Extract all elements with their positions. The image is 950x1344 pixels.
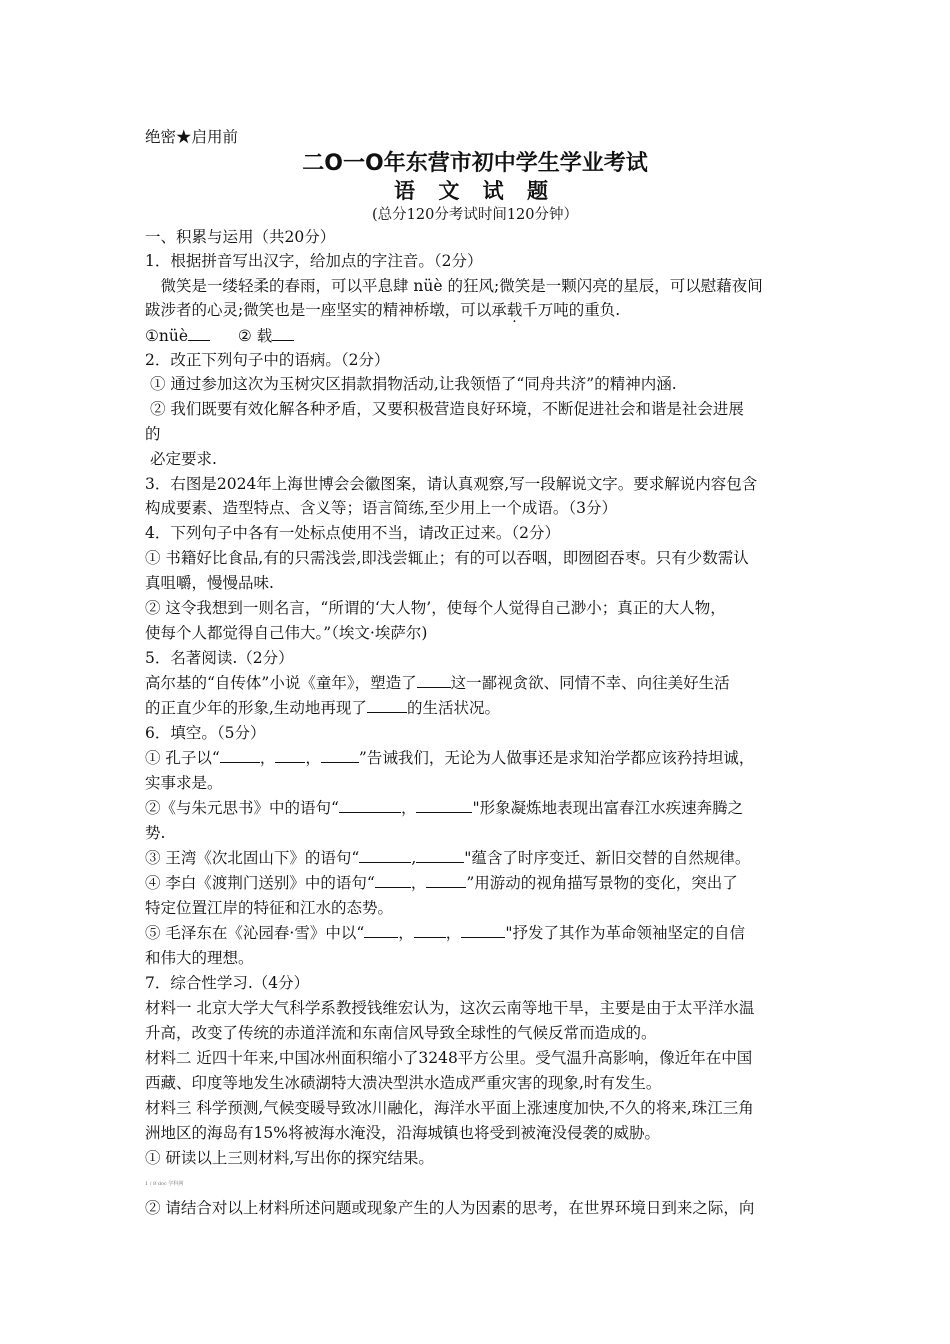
question-5-line: 的正直少年的形象,生动地再现了 的生活状况。 [145,699,500,717]
question-6-item: ③ 王湾《次北固山下》的语句“ , "蕴含了时序变迁、新旧交替的自然规律。 [145,849,751,867]
question-7-stem: 7．综合性学习.（4分） [145,974,310,992]
question-6-stem: 6．填空。（5分） [145,724,266,742]
question-6-item: 势. [145,824,166,842]
answer-blank[interactable] [359,847,411,863]
question-1-passage-line: 跋涉者的心灵;微笑也是一座坚实的精神桥墩，可以承载千万吨的重负. [145,301,621,319]
question-2-sentence: ② 我们既要有效化解各种矛盾，又要积极营造良好环境，不断促进社会和谐是社会进展 [150,400,744,418]
question-5-stem: 5．名著阅读.（2分） [145,649,294,667]
question-6-item: 实事求是。 [145,774,223,792]
question-6-item: 和伟大的理想。 [145,949,254,967]
dotted-character: 载 [506,301,523,319]
material-line: 材料二 近四十年来,中国冰州面积缩小了3248平方公里。受气温升高影响，像近年在中国 [145,1049,753,1067]
question-1-stem: 1．根据拼音写出汉字，给加点的字注音。（2分） [145,252,483,270]
material-line: 升高，改变了传统的赤道洋流和东南信风导致全球性的气候反常而造成的。 [145,1024,657,1042]
answer-blank[interactable] [367,697,407,713]
question-6-item: ⑤ 毛泽东在《沁园春·雪》中以“ ， ， "抒发了其作为革命领袖坚定的自信 [145,924,745,942]
question-6-item: ① 孔子以“ ， ， ”告诫我们，无论为人做事还是求知治学都应该矜持坦诚， [145,749,755,767]
exam-info: (总分120分考试时间120分钟） [371,207,578,223]
question-3-line: 构成要素、造型特点、含义等；语言简练,至少用上一个成语。（3分） [145,499,618,517]
question-2-sentence: 必定要求. [150,450,217,468]
section-heading: 一、积累与运用（共20分） [145,228,336,246]
question-5-line: 高尔基的“自传体”小说《童年》，塑造了 这一鄙视贪欲、同情不幸、向往美好生活 [145,674,730,692]
exam-title: 二O一O年东营市初中学生学业考试 [302,151,648,176]
answer-blank[interactable] [416,847,464,863]
answer-blank[interactable] [414,922,446,938]
question-6-item: ④ 李白《渡荆门送别》中的语句“ ， ”用游动的视角描写景物的变化，突出了 [145,874,738,892]
answer-blank[interactable] [375,872,411,888]
subject-title: 语 文 试 题 [394,179,556,203]
answer-blank[interactable] [321,747,359,763]
question-2-sentence: ① 通过参加这次为玉树灾区捐款捐物活动,让我领悟了“同舟共济”的精神内涵. [150,375,677,393]
footer-note: 1 / 8 doc 学科网 [145,1181,184,1187]
answer-blank[interactable] [339,797,401,813]
security-label: 绝密★启用前 [145,128,239,146]
question-4-stem: 4．下列句子中各有一处标点使用不当，请改正过来。（2分） [145,524,560,542]
material-line: 洲地区的海岛有15%将被海水淹没，沿海城镇也将受到被淹没侵袭的威胁。 [145,1124,660,1142]
question-1-passage-line: 微笑是一缕轻柔的春雨，可以平息肆 nüè 的狂风;微笑是一颗闪亮的星辰，可以慰藉夜间 [145,277,763,295]
answer-blank[interactable] [417,672,451,688]
question-7-task: ② 请结合对以上材料所述问题或现象产生的人为因素的思考，在世界环境日到来之际，向 [145,1199,755,1217]
question-6-item: ②《与朱元思书》中的语句“ ， "形象凝炼地表现出富春江水疾速奔腾之 [145,799,744,817]
answer-blank[interactable] [220,747,260,763]
question-4-sentence: 使每个人都觉得自己伟大。”（埃文·埃萨尔) [145,624,428,642]
question-3-line: 3．右图是2024年上海世博会会徽图案，请认真观察,写一段解说文字。要求解说内容包含 [145,475,758,493]
question-4-sentence: ② 这令我想到一则名言，“所谓的‘大人物’，使每个人觉得自己渺小；真正的大人物， [145,599,726,617]
answer-blank[interactable] [461,922,505,938]
question-6-item: 特定位置江岸的特征和江水的态势。 [145,899,394,917]
question-2-stem: 2．改正下列句子中的语病。（2分） [145,351,390,369]
question-1-answer-line: ①nüè ② 载 [145,325,294,347]
question-7-task: ① 研读以上三则材料,写出你的探究结果。 [145,1149,434,1167]
material-line: 材料三 科学预测,气候变暖导致冰川融化，海洋水平面上涨速度加快,不久的将来,珠江三角 [145,1099,754,1117]
question-4-sentence: 真咀嚼，慢慢品味. [145,574,274,592]
question-4-sentence: ① 书籍好比食品,有的只需浅尝,即浅尝辄止；有的可以吞咽，即囫囵吞枣。只有少数需认 [145,549,749,567]
answer-blank[interactable] [364,922,398,938]
answer-blank[interactable] [188,325,210,341]
question-2-sentence: 的 [145,425,161,443]
material-line: 西藏、印度等地发生冰碛湖特大溃决型洪水造成严重灾害的现象,时有发生。 [145,1074,662,1092]
answer-blank[interactable] [426,872,466,888]
answer-blank[interactable] [272,325,294,341]
answer-blank[interactable] [416,797,472,813]
material-line: 材料一 北京大学大气科学系教授钱维宏认为，这次云南等地干旱，主要是由于太平洋水温 [145,999,755,1017]
answer-blank[interactable] [275,747,305,763]
